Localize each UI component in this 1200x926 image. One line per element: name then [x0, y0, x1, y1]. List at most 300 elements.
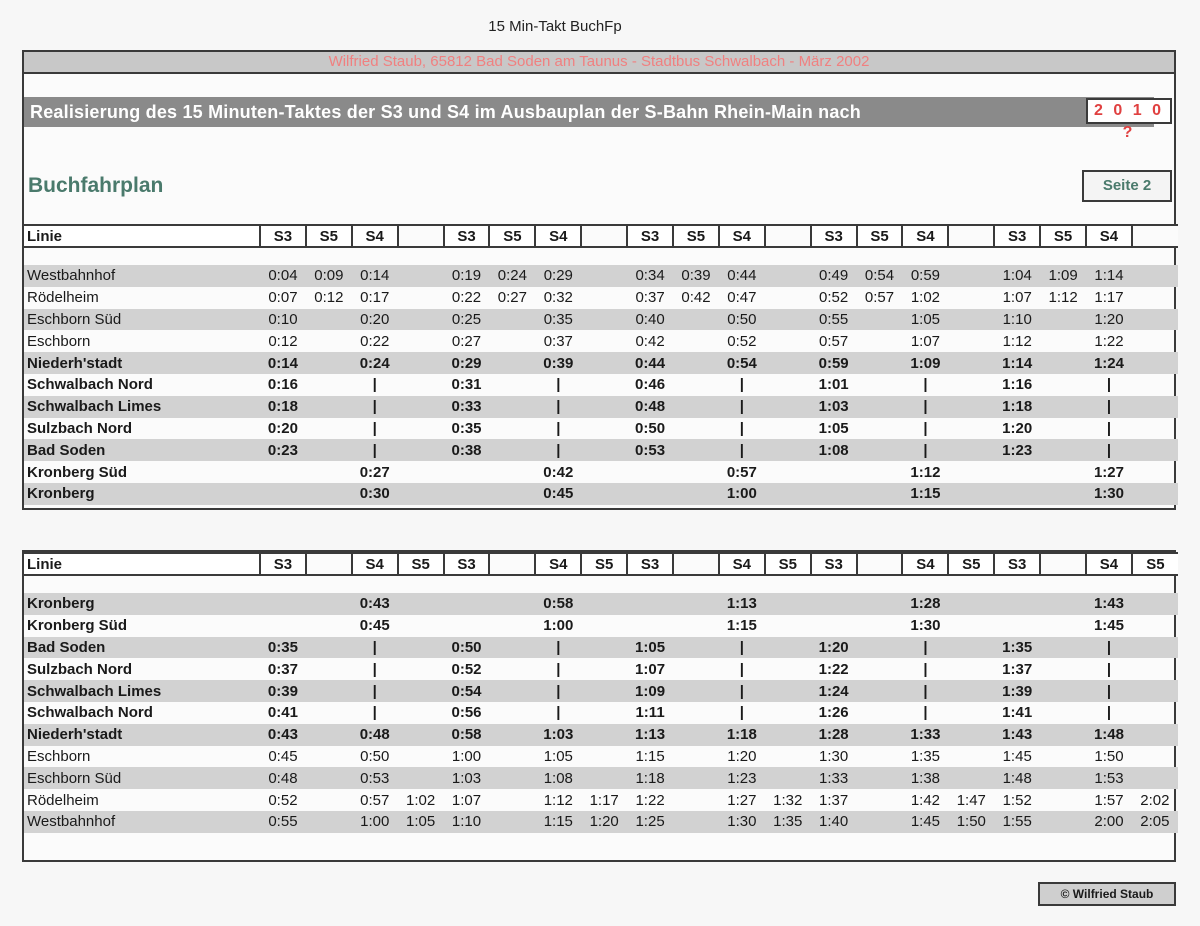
departure-time: | — [1106, 704, 1112, 722]
departure-time — [811, 483, 857, 505]
departure-time: 0:04 — [260, 265, 306, 287]
departure-time — [765, 330, 811, 352]
departure-time: 0:47 — [727, 289, 757, 307]
departure-time — [673, 724, 719, 746]
table-row — [24, 396, 1178, 418]
departure-time: | — [1106, 376, 1112, 394]
departure-time: 0:52 — [451, 660, 482, 678]
departure-time — [765, 767, 811, 789]
station-name: Eschborn Süd — [24, 309, 260, 331]
departure-time — [811, 461, 857, 483]
departure-time — [948, 746, 994, 768]
departure-time — [948, 439, 994, 461]
departure-time: 1:03 — [444, 767, 490, 789]
departure-time — [581, 309, 627, 331]
header-line-cell — [765, 225, 811, 247]
departure-time: 1:00 — [543, 617, 574, 635]
departure-time — [765, 439, 811, 461]
departure-time — [306, 724, 352, 746]
departure-time — [948, 637, 994, 659]
departure-time — [1040, 439, 1086, 461]
header-line-cell: S5 — [1132, 553, 1178, 575]
departure-time — [489, 746, 535, 768]
departure-time — [398, 352, 444, 374]
departure-time: 1:02 — [406, 791, 436, 809]
departure-time — [994, 461, 1040, 483]
departure-time — [398, 593, 444, 615]
departure-time — [948, 287, 994, 309]
departure-time — [306, 418, 352, 440]
departure-time — [489, 374, 535, 396]
departure-time: 0:12 — [314, 289, 344, 307]
departure-time: 1:32 — [773, 791, 803, 809]
departure-time: | — [719, 439, 765, 461]
departure-time: 0:56 — [451, 704, 482, 722]
departure-time — [673, 680, 719, 702]
departure-time — [765, 374, 811, 396]
departure-time: 1:39 — [994, 680, 1040, 702]
departure-time — [765, 352, 811, 374]
departure-time — [673, 767, 719, 789]
departure-time — [1040, 396, 1086, 418]
departure-time — [489, 658, 535, 680]
departure-time: 1:30 — [910, 617, 941, 635]
station-name: Eschborn Süd — [24, 767, 260, 789]
departure-time: 0:59 — [811, 352, 857, 374]
timetable-outbound — [24, 224, 1178, 523]
departure-time: 0:27 — [497, 289, 527, 307]
table-row — [24, 637, 1178, 659]
departure-time: 1:48 — [994, 767, 1040, 789]
departure-time: 1:43 — [1086, 593, 1132, 615]
spacer-row — [24, 505, 1178, 523]
departure-time — [948, 418, 994, 440]
departure-time — [489, 615, 535, 637]
departure-time — [306, 461, 352, 483]
departure-time — [673, 702, 719, 724]
header-line-cell: S3 — [444, 553, 490, 575]
departure-time — [994, 483, 1040, 505]
table-row — [24, 461, 1178, 483]
departure-time: | — [372, 376, 377, 394]
table-row — [24, 265, 1178, 287]
departure-time: 1:10 — [444, 811, 490, 833]
departure-time: 1:01 — [818, 376, 849, 394]
departure-time: 0:45 — [535, 483, 581, 505]
departure-time — [1040, 702, 1086, 724]
departure-time — [260, 615, 306, 637]
departure-time — [398, 637, 444, 659]
departure-time: 1:12 — [1002, 332, 1032, 350]
departure-time: 1:33 — [902, 724, 948, 746]
departure-time — [1132, 287, 1178, 309]
departure-time: | — [372, 704, 377, 722]
departure-time — [1040, 330, 1086, 352]
departure-time — [673, 374, 719, 396]
header-line-cell: S4 — [535, 225, 581, 247]
departure-time — [857, 615, 903, 637]
departure-time — [765, 746, 811, 768]
departure-time — [1132, 396, 1178, 418]
departure-time — [1040, 309, 1086, 331]
departure-time: | — [352, 637, 398, 659]
departure-time: 0:22 — [451, 289, 482, 307]
departure-time — [627, 461, 673, 483]
departure-time: 1:20 — [581, 811, 627, 833]
departure-time: 1:20 — [811, 637, 857, 659]
departure-time: 0:14 — [260, 352, 306, 374]
departure-time: 0:54 — [444, 680, 490, 702]
departure-time — [857, 593, 903, 615]
spacer-row — [24, 575, 1178, 593]
departure-time — [1040, 352, 1086, 374]
departure-time — [948, 330, 994, 352]
departure-time — [1132, 330, 1178, 352]
departure-time: 1:15 — [726, 617, 757, 635]
departure-time — [994, 615, 1040, 637]
departure-time — [306, 352, 352, 374]
station-name: Eschborn — [27, 332, 91, 350]
departure-time: 0:53 — [627, 439, 673, 461]
header-line-cell: S5 — [857, 225, 903, 247]
departure-time: 1:24 — [1086, 352, 1132, 374]
departure-time: 1:30 — [819, 747, 849, 765]
departure-time: 0:07 — [268, 289, 298, 307]
departure-time — [765, 593, 811, 615]
station-name: Sulzbach Nord — [27, 660, 133, 678]
departure-time — [306, 680, 352, 702]
departure-time — [857, 746, 903, 768]
departure-time — [1132, 680, 1178, 702]
departure-time — [673, 330, 719, 352]
departure-time — [306, 396, 352, 418]
departure-time — [765, 309, 811, 331]
departure-time: | — [372, 419, 377, 437]
table-row — [24, 374, 1178, 396]
departure-time: 1:37 — [1002, 660, 1033, 678]
header-line-cell — [398, 225, 444, 247]
departure-time: 1:48 — [1086, 724, 1132, 746]
departure-time — [1132, 461, 1178, 483]
departure-time — [398, 374, 444, 396]
departure-time: 0:40 — [627, 309, 673, 331]
departure-time: 0:39 — [260, 680, 306, 702]
departure-time — [1040, 724, 1086, 746]
departure-time — [627, 615, 673, 637]
departure-time: 0:48 — [352, 724, 398, 746]
departure-time: 1:37 — [819, 791, 849, 809]
departure-time: 1:18 — [994, 396, 1040, 418]
departure-time — [444, 483, 490, 505]
departure-time: 0:44 — [627, 352, 673, 374]
departure-time — [260, 593, 306, 615]
departure-time: 1:13 — [627, 724, 673, 746]
table-row — [24, 615, 1178, 637]
departure-time — [1132, 265, 1178, 287]
departure-time — [306, 767, 352, 789]
departure-time: | — [719, 680, 765, 702]
departure-time — [581, 287, 627, 309]
departure-time — [948, 265, 994, 287]
departure-time: 1:07 — [910, 332, 941, 350]
departure-time — [765, 702, 811, 724]
departure-time: 1:27 — [1093, 463, 1124, 481]
header-line-cell: S4 — [719, 225, 765, 247]
departure-time — [948, 658, 994, 680]
departure-time: 1:05 — [398, 811, 444, 833]
departure-time: 1:57 — [1094, 791, 1124, 809]
departure-time: 1:18 — [719, 724, 765, 746]
table-row — [24, 352, 1178, 374]
departure-time: 1:28 — [902, 593, 948, 615]
departure-time — [489, 309, 535, 331]
departure-time: | — [719, 637, 765, 659]
departure-time — [627, 593, 673, 615]
departure-time: | — [923, 704, 928, 722]
departure-time — [857, 461, 903, 483]
departure-time — [857, 374, 903, 396]
departure-time: | — [1086, 439, 1132, 461]
departure-time: 1:30 — [1086, 483, 1132, 505]
departure-time — [444, 615, 490, 637]
departure-time: 0:42 — [635, 332, 665, 350]
departure-time — [765, 396, 811, 418]
departure-time: 1:23 — [994, 439, 1040, 461]
departure-time: 1:10 — [994, 309, 1040, 331]
departure-time — [1040, 593, 1086, 615]
departure-time — [857, 330, 903, 352]
departure-time — [581, 746, 627, 768]
departure-time: 0:45 — [268, 747, 298, 765]
departure-time — [1132, 483, 1178, 505]
departure-time — [673, 811, 719, 833]
departure-time — [1132, 374, 1178, 396]
departure-time: 1:02 — [910, 289, 941, 307]
departure-time — [948, 483, 994, 505]
departure-time — [398, 702, 444, 724]
departure-time: 1:28 — [811, 724, 857, 746]
station-name: Westbahnhof — [24, 265, 260, 287]
departure-time — [398, 330, 444, 352]
station-name: Kronberg Süd — [27, 617, 127, 635]
table-row — [24, 658, 1178, 680]
table-row — [24, 330, 1178, 352]
header-line-cell: S5 — [1040, 225, 1086, 247]
departure-time — [581, 658, 627, 680]
departure-time — [627, 483, 673, 505]
table-row — [24, 789, 1178, 811]
departure-time — [1132, 418, 1178, 440]
departure-time — [1132, 352, 1178, 374]
departure-time: 0:33 — [444, 396, 490, 418]
departure-time — [581, 439, 627, 461]
departure-time — [857, 789, 903, 811]
departure-time: 1:17 — [1094, 289, 1124, 307]
departure-time — [306, 330, 352, 352]
departure-time: 1:40 — [811, 811, 857, 833]
header-line-cell: S3 — [627, 553, 673, 575]
header-line-cell: S4 — [719, 553, 765, 575]
departure-time — [581, 396, 627, 418]
departure-time: 1:15 — [535, 811, 581, 833]
departure-time — [489, 396, 535, 418]
departure-time — [857, 811, 903, 833]
departure-time: | — [535, 680, 581, 702]
departure-time: 0:10 — [260, 309, 306, 331]
departure-time: 0:14 — [352, 265, 398, 287]
departure-time: 0:19 — [444, 265, 490, 287]
departure-time — [765, 418, 811, 440]
departure-time: 1:22 — [635, 791, 665, 809]
departure-time: | — [902, 439, 948, 461]
departure-time — [765, 637, 811, 659]
departure-time: 0:27 — [359, 463, 390, 481]
departure-time: 0:50 — [360, 747, 390, 765]
departure-time: 1:18 — [627, 767, 673, 789]
departure-time: 1:25 — [627, 811, 673, 833]
header-line-cell: S5 — [948, 553, 994, 575]
departure-time — [1132, 615, 1178, 637]
departure-time — [1132, 309, 1178, 331]
departure-time — [306, 593, 352, 615]
departure-time: 1:08 — [811, 439, 857, 461]
departure-time: | — [1106, 419, 1112, 437]
station-name: Niederh'stadt — [24, 724, 260, 746]
departure-time: | — [352, 396, 398, 418]
departure-time: 1:38 — [902, 767, 948, 789]
header-line-cell: S4 — [902, 553, 948, 575]
departure-time — [306, 746, 352, 768]
author-line: Wilfried Staub, 65812 Bad Soden am Taunus - Stadtbus Schwalbach - März 2002 — [24, 52, 1174, 74]
departure-time — [489, 811, 535, 833]
departure-time — [673, 309, 719, 331]
departure-time — [398, 483, 444, 505]
departure-time: 0:43 — [352, 593, 398, 615]
departure-time — [489, 418, 535, 440]
departure-time: 1:03 — [811, 396, 857, 418]
header-line-cell: S3 — [444, 225, 490, 247]
departure-time — [673, 746, 719, 768]
table-row — [24, 593, 1178, 615]
departure-time — [765, 483, 811, 505]
station-name: Kronberg — [24, 593, 260, 615]
table-row — [24, 483, 1178, 505]
header-line-cell: S4 — [902, 225, 948, 247]
departure-time — [1040, 418, 1086, 440]
departure-time: | — [719, 396, 765, 418]
departure-time — [581, 330, 627, 352]
departure-time — [444, 593, 490, 615]
departure-time: | — [739, 704, 744, 722]
page-label: Seite 2 — [1082, 170, 1172, 202]
header-line-cell — [581, 225, 627, 247]
departure-time: | — [902, 396, 948, 418]
departure-time: 0:18 — [260, 396, 306, 418]
departure-time: 1:30 — [719, 811, 765, 833]
departure-time — [1040, 746, 1086, 768]
departure-time: 0:48 — [260, 767, 306, 789]
departure-time — [398, 418, 444, 440]
header-line-cell: S5 — [581, 553, 627, 575]
departure-time: 1:20 — [1002, 419, 1033, 437]
departure-time: 2:02 — [1140, 791, 1170, 809]
departure-time: | — [739, 376, 744, 394]
departure-time — [857, 658, 903, 680]
departure-time: 1:07 — [451, 791, 482, 809]
departure-time: | — [535, 396, 581, 418]
departure-time — [489, 702, 535, 724]
departure-time — [673, 396, 719, 418]
departure-time: 0:34 — [627, 265, 673, 287]
departure-time — [765, 658, 811, 680]
departure-time — [581, 265, 627, 287]
departure-time: 0:50 — [719, 309, 765, 331]
departure-time — [1040, 637, 1086, 659]
header-line-cell — [306, 553, 352, 575]
departure-time: 1:52 — [1002, 791, 1032, 809]
departure-time — [1040, 483, 1086, 505]
header-line-cell: S4 — [535, 553, 581, 575]
header-line-cell: S4 — [1086, 553, 1132, 575]
departure-time: 1:07 — [635, 660, 666, 678]
header-row — [24, 225, 1178, 247]
departure-time: 0:48 — [627, 396, 673, 418]
departure-time: 0:24 — [489, 265, 535, 287]
departure-time — [489, 789, 535, 811]
departure-time — [398, 287, 444, 309]
departure-time: | — [372, 660, 377, 678]
table-row — [24, 767, 1178, 789]
timetable-frame-outbound — [22, 50, 1176, 510]
departure-time — [306, 439, 352, 461]
departure-time: 1:07 — [1002, 289, 1032, 307]
departure-time: 0:37 — [267, 660, 298, 678]
departure-time: 0:25 — [444, 309, 490, 331]
departure-time: | — [739, 419, 744, 437]
table-row — [24, 702, 1178, 724]
header-line-cell: S3 — [994, 553, 1040, 575]
banner-title: Realisierung des 15 Minuten-Taktes der S3 und S4 im Ausbauplan der S-Bahn Rhein-Main nach — [24, 97, 1154, 127]
departure-time: 1:12 — [910, 463, 941, 481]
departure-time: 0:16 — [267, 376, 298, 394]
departure-time — [581, 418, 627, 440]
departure-time: 2:05 — [1132, 811, 1178, 833]
departure-time: 0:54 — [719, 352, 765, 374]
table-row — [24, 811, 1178, 833]
spacer-row — [24, 833, 1178, 851]
departure-time: 0:17 — [360, 289, 390, 307]
departure-time: 1:15 — [635, 747, 665, 765]
departure-time: 1:12 — [1048, 289, 1078, 307]
departure-time: 1:50 — [1094, 747, 1124, 765]
departure-time: 0:39 — [673, 265, 719, 287]
departure-time — [1132, 702, 1178, 724]
departure-time — [581, 483, 627, 505]
departure-time: 0:53 — [352, 767, 398, 789]
departure-time: | — [535, 439, 581, 461]
departure-time: 1:05 — [902, 309, 948, 331]
departure-time — [765, 287, 811, 309]
header-line-cell: S5 — [765, 553, 811, 575]
departure-time: 1:09 — [1040, 265, 1086, 287]
departure-time — [765, 265, 811, 287]
departure-time — [765, 680, 811, 702]
departure-time — [489, 767, 535, 789]
departure-time — [1040, 767, 1086, 789]
departure-time: | — [556, 419, 561, 437]
departure-time — [444, 461, 490, 483]
table-row — [24, 746, 1178, 768]
